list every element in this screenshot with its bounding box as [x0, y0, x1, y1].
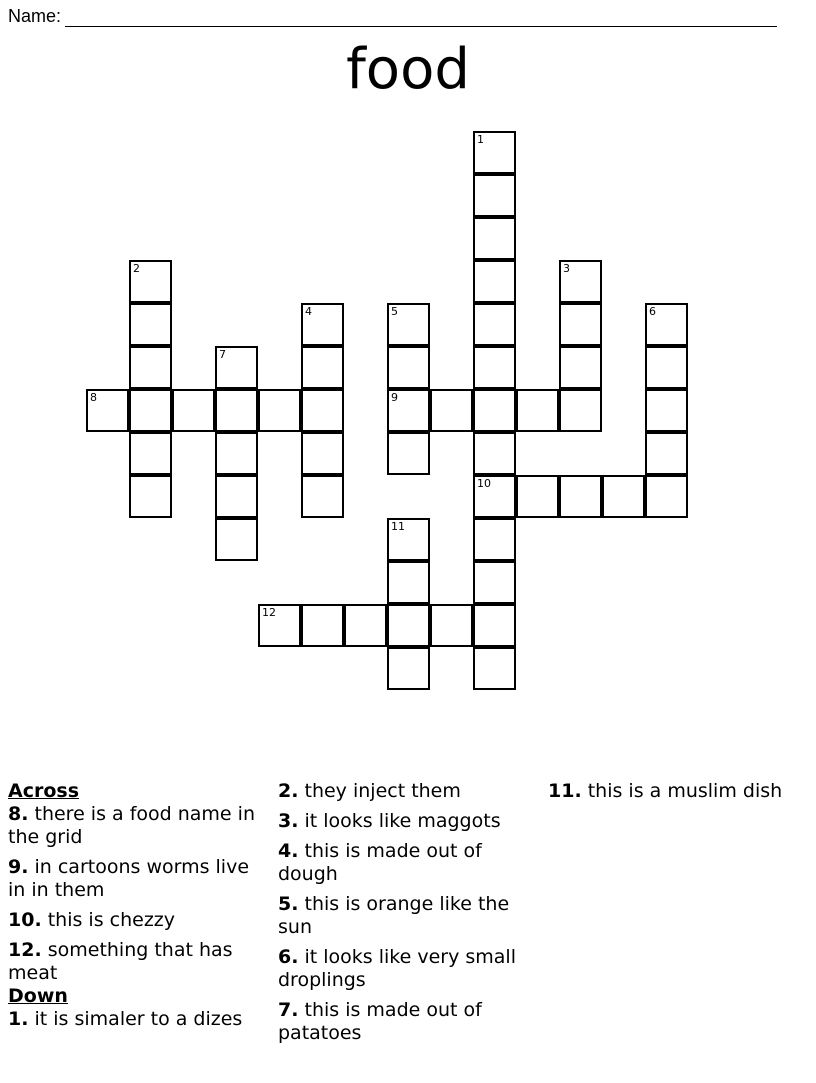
grid-cell[interactable]	[129, 389, 172, 432]
cell-number: 2	[133, 262, 140, 275]
grid-cell[interactable]	[86, 389, 129, 432]
grid-cell[interactable]	[387, 604, 430, 647]
grid-cell[interactable]	[129, 346, 172, 389]
grid-cell[interactable]	[387, 561, 430, 604]
clue-text: there is a food name in the grid	[8, 803, 255, 848]
grid-cell[interactable]	[473, 131, 516, 174]
cell-number: 1	[477, 133, 484, 146]
cell-number: 4	[305, 305, 312, 318]
grid-cell[interactable]	[172, 389, 215, 432]
page-title: food	[346, 37, 470, 102]
grid-cell[interactable]	[301, 389, 344, 432]
clue-across-10	[8, 909, 258, 932]
grid-cell[interactable]	[387, 432, 430, 475]
grid-cell[interactable]	[387, 389, 430, 432]
clue-text: they inject them	[304, 780, 461, 802]
grid-cell[interactable]	[215, 346, 258, 389]
grid-cell[interactable]	[473, 389, 516, 432]
clue-number: 3.	[278, 810, 299, 832]
across-heading: Across	[8, 780, 80, 802]
grid-cell[interactable]	[215, 432, 258, 475]
grid-cell[interactable]	[473, 346, 516, 389]
grid-cell[interactable]	[258, 604, 301, 647]
grid-cell[interactable]	[645, 346, 688, 389]
grid-cell[interactable]	[473, 217, 516, 260]
grid-cell[interactable]	[258, 389, 301, 432]
clue-text: it looks like maggots	[304, 810, 501, 832]
grid-cell[interactable]	[645, 432, 688, 475]
clue-number: 2.	[278, 780, 299, 802]
clue-number: 12.	[8, 939, 42, 961]
grid-cell[interactable]	[301, 346, 344, 389]
clue-text: this is made out of patatoes	[278, 999, 482, 1044]
grid-cell[interactable]	[473, 432, 516, 475]
clue-text: this is a muslim dish	[587, 780, 783, 802]
grid-cell[interactable]	[301, 475, 344, 518]
grid-cell[interactable]	[473, 260, 516, 303]
cell-number: 3	[563, 262, 570, 275]
grid-cell[interactable]	[215, 389, 258, 432]
grid-cell[interactable]	[559, 303, 602, 346]
grid-cell[interactable]	[430, 389, 473, 432]
clue-number: 8.	[8, 803, 29, 825]
clue-down-3	[278, 810, 533, 833]
clue-across-12	[8, 939, 258, 985]
grid-cell[interactable]	[129, 432, 172, 475]
grid-cell[interactable]	[473, 647, 516, 690]
grid-cell[interactable]	[387, 647, 430, 690]
clue-number: 1.	[8, 1008, 29, 1030]
clue-across-9	[8, 856, 258, 902]
clue-down-11	[548, 780, 810, 803]
grid-cell[interactable]	[559, 475, 602, 518]
clue-across-8	[8, 803, 258, 849]
grid-cell[interactable]	[473, 604, 516, 647]
grid-cell[interactable]	[559, 260, 602, 303]
clues-column-1	[8, 780, 258, 1038]
clue-down-4	[278, 840, 533, 886]
cell-number: 11	[391, 520, 405, 533]
grid-cell[interactable]	[473, 303, 516, 346]
grid-cell[interactable]	[559, 389, 602, 432]
grid-cell[interactable]	[430, 604, 473, 647]
clue-text: this is chezzy	[47, 909, 176, 931]
grid-cell[interactable]	[473, 561, 516, 604]
grid-cell[interactable]	[516, 475, 559, 518]
clue-number: 5.	[278, 893, 299, 915]
clue-down-5	[278, 893, 533, 939]
grid-cell[interactable]	[473, 518, 516, 561]
name-label: Name:	[8, 6, 62, 26]
clue-down-7	[278, 999, 533, 1045]
grid-cell[interactable]	[387, 518, 430, 561]
grid-cell[interactable]	[387, 346, 430, 389]
clue-number: 10.	[8, 909, 42, 931]
clue-text: something that has meat	[8, 939, 233, 984]
cell-number: 10	[477, 477, 491, 490]
clue-text: this is orange like the sun	[278, 893, 510, 938]
grid-cell[interactable]	[645, 303, 688, 346]
clue-text: it is simaler to a dizes	[34, 1008, 243, 1030]
grid-cell[interactable]	[301, 604, 344, 647]
clues-column-3	[548, 780, 810, 810]
cell-number: 7	[219, 348, 226, 361]
grid-cell[interactable]	[129, 260, 172, 303]
grid-cell[interactable]	[215, 475, 258, 518]
clue-number: 6.	[278, 946, 299, 968]
clue-text: it looks like very small droplings	[278, 946, 516, 991]
grid-cell[interactable]	[129, 303, 172, 346]
grid-cell[interactable]	[387, 303, 430, 346]
clue-text: this is made out of dough	[278, 840, 482, 885]
grid-cell[interactable]	[602, 475, 645, 518]
clue-down-1	[8, 1008, 258, 1031]
grid-cell[interactable]	[215, 518, 258, 561]
clue-text: in cartoons worms live in in them	[8, 856, 250, 901]
clues-column-2	[278, 780, 533, 1052]
clue-number: 4.	[278, 840, 299, 862]
cell-number: 8	[90, 391, 97, 404]
grid-cell[interactable]	[473, 174, 516, 217]
grid-cell[interactable]	[344, 604, 387, 647]
clue-down-2	[278, 780, 533, 803]
cell-number: 6	[649, 305, 656, 318]
grid-cell[interactable]	[129, 475, 172, 518]
clue-number: 9.	[8, 856, 29, 878]
grid-cell[interactable]	[645, 389, 688, 432]
clue-down-6	[278, 946, 533, 992]
grid-cell[interactable]	[473, 475, 516, 518]
grid-cell[interactable]	[645, 475, 688, 518]
clue-number: 11.	[548, 780, 582, 802]
down-heading: Down	[8, 985, 68, 1007]
grid-cell[interactable]	[516, 389, 559, 432]
cell-number: 12	[262, 606, 276, 619]
cell-number: 9	[391, 391, 398, 404]
grid-cell[interactable]	[559, 346, 602, 389]
grid-cell[interactable]	[301, 303, 344, 346]
clue-number: 7.	[278, 999, 299, 1021]
grid-cell[interactable]	[301, 432, 344, 475]
cell-number: 5	[391, 305, 398, 318]
